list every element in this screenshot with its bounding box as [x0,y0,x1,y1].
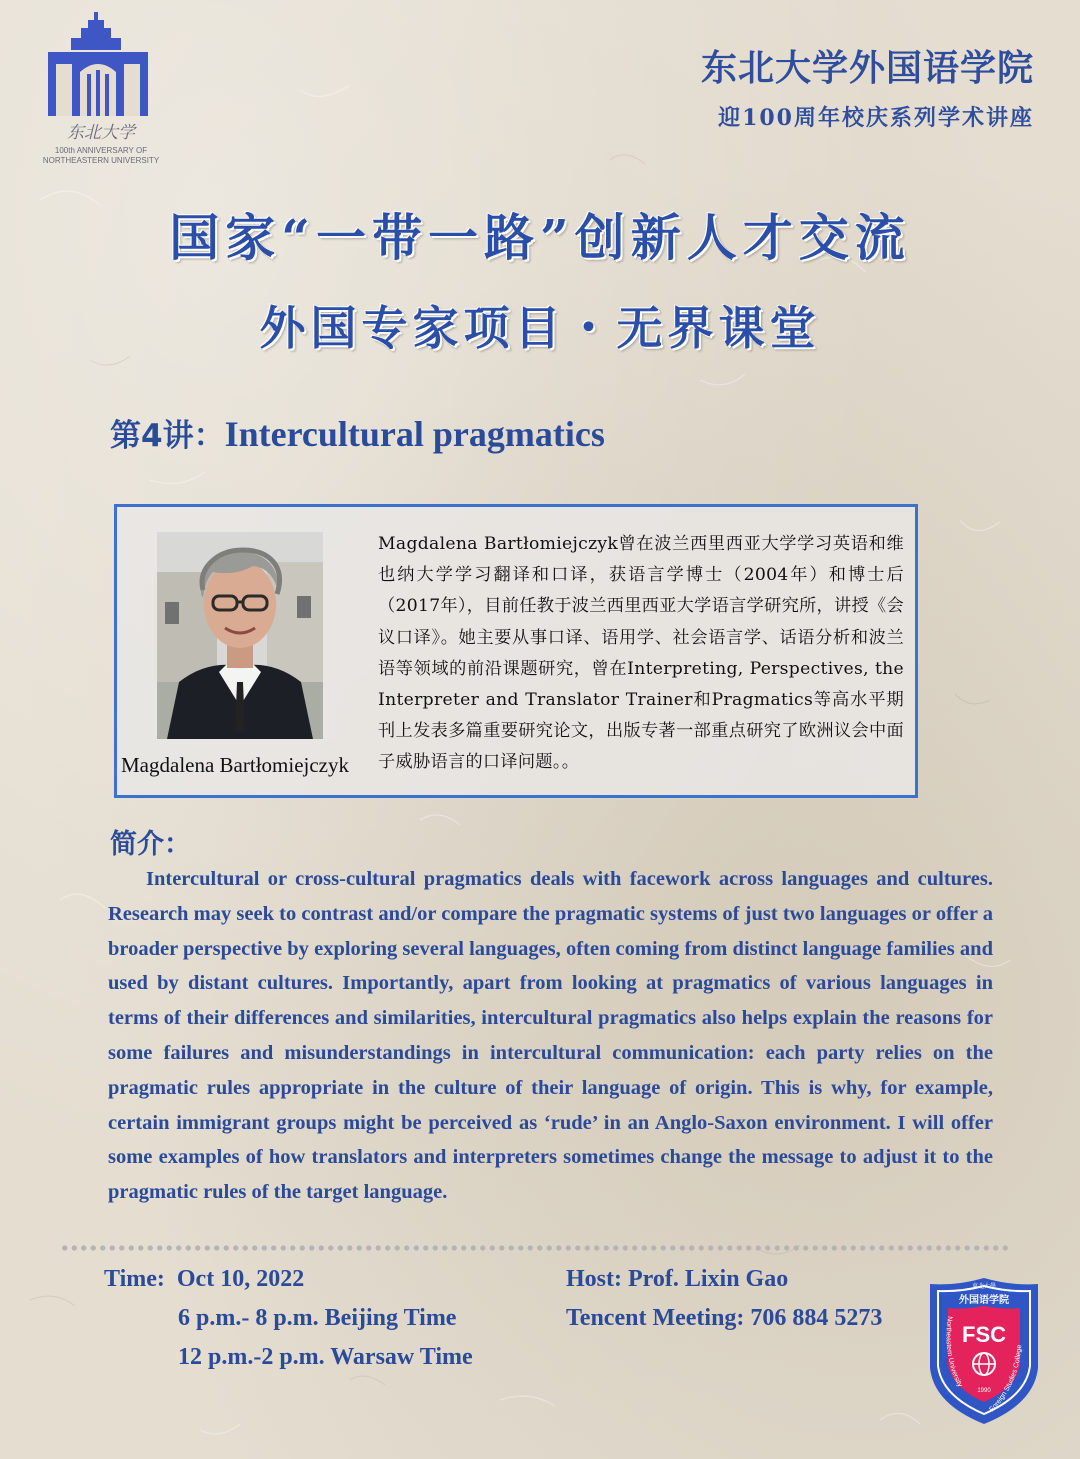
college-badge-icon [926,1276,1042,1426]
speaker-portrait-icon [157,532,323,739]
beijing-time: 6 p.m.- 8 p.m. Beijing Time [178,1305,457,1331]
speaker-bio-box [114,504,918,798]
intro-heading: 简介： [110,829,191,860]
lecture-date: Oct 10, 2022 [176,1266,305,1292]
university-logo-icon [38,8,168,168]
sub-title: 外国专家项目・无界课堂 [259,301,821,355]
lecture-series: 迎100周年校庆系列学术讲座 [718,105,1034,131]
badge-left-arc-text: Northeastern University [944,1315,964,1389]
host-info: Host: Prof. Lixin Gao [566,1266,789,1292]
intro-paragraph: Intercultural or cross-cultural pragmatics deals with facework across languages and cultures. Research may seek to contrast and/or compare the pragmatic systems of just two languages or offer a broader perspective by exploring several languages, often coming from distinct language families and used by distant cultures. Importantly, apart from looking at pragmatics of various languages in terms of their differences and similarities, intercultural pragmatics also helps explain the reasons for some failures and misunderstandings in intercultural communication: each party relies on the pragmatic rules appropriate in the culture of their language of origin. This is why, for example, certain immigrant groups might be perceived as ‘rude’ in an Anglo-Saxon environment. I will offer some examples of how translators and interpreters sometimes change the message to adjust it to the pragmatic rules of the target language. [108,868,993,1204]
lecture-topic: Intercultural pragmatics [224,414,605,454]
school-name: 东北大学外国语学院 [700,48,1034,89]
badge-abbr: FSC [962,1322,1006,1347]
speaker-name-caption: Magdalena Bartłomiejczyk [121,753,349,777]
dotted-divider [60,1244,1010,1252]
badge-year: 1990 [977,1388,991,1394]
time-row [104,1266,304,1293]
badge-right-arc-text: Foreign Studies College [988,1344,1024,1414]
badge-college-chinese: 外国语学院 [959,1295,1009,1306]
badge-mini-chinese: 東北大學 [971,1283,997,1290]
time-label: Time: [104,1266,165,1292]
speaker-photo [157,532,323,739]
logo-chinese-text: 东北大学 [67,123,135,143]
lecture-number: 第4讲： [110,418,225,454]
main-title: 国家“一带一路”创新人才交流 [169,208,911,267]
speaker-bio: Magdalena Bartłomiejczyk曾在波兰西里西亚大学学习英语和维也纳大学学习翻译和口译，获语言学博士（2004年）和博士后（2017年），目前任教于波兰西里西亚大学语言学研究所，讲授《会议口译》。她主要从事口译、语用学、社会语言学、话语分析和波兰语等领域的前沿课题研究，曾在Interpreting, Perspectives, the Interpreter and Translator Trainer和Pragmatics等高水平期刊上发表多篇重要研究论文，出版专著一部重点研究了欧洲议会中面子威胁语言的口译问题。。 [378,534,904,773]
warsaw-time: 12 p.m.-2 p.m. Warsaw Time [178,1344,473,1370]
lecture-heading [110,410,605,455]
tencent-meeting-id: Tencent Meeting: 706 884 5273 [566,1305,883,1331]
logo-english-text: 100th ANNIVERSARY OF NORTHEASTERN UNIVERSITY [42,146,160,165]
